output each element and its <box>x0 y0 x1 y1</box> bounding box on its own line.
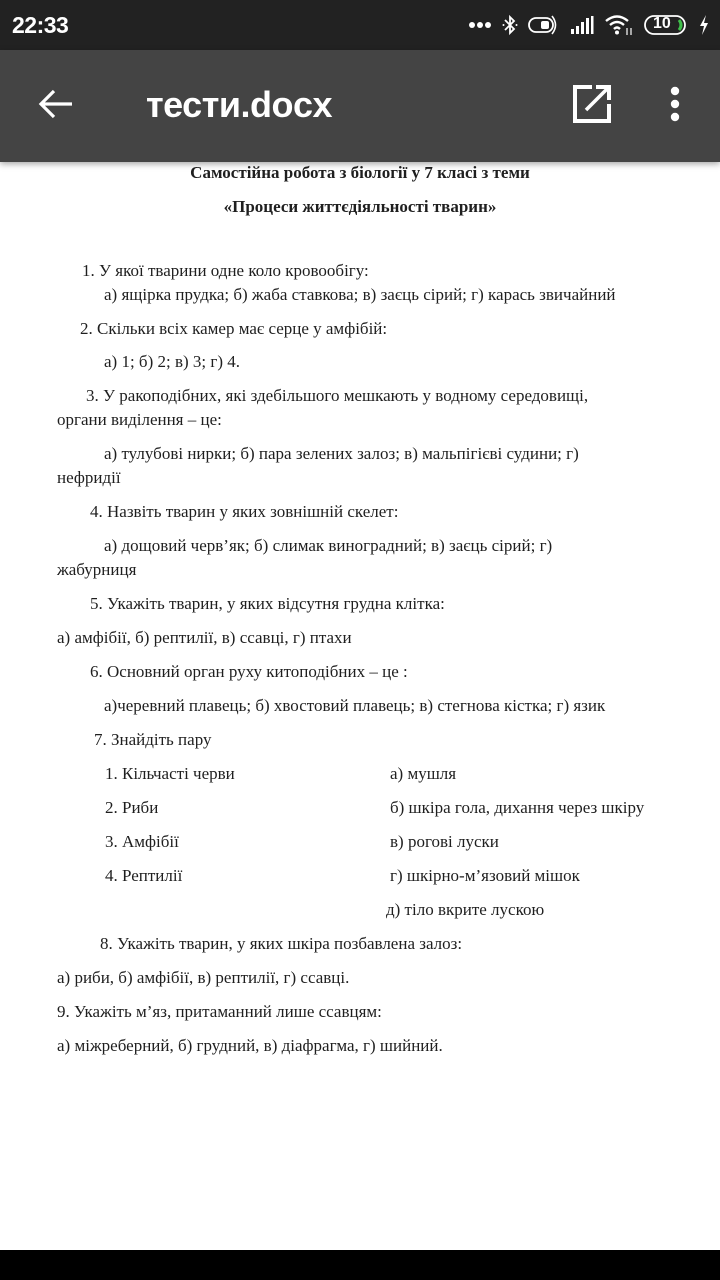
question-3-line-1: 3. У ракоподібних, які здебільшого мешкають у водному середовищі, <box>86 386 589 405</box>
bluetooth-icon <box>502 13 518 37</box>
question-7: 7. Знайдіть пару <box>94 730 212 749</box>
open-in-new-icon <box>572 84 612 129</box>
app-bar <box>0 50 720 162</box>
answers-3-line-2: нефридії <box>57 468 121 487</box>
answers-4-line-1: а) дощовий черв’як; б) слимак виноградний; в) заєць сірий; г) <box>104 536 553 555</box>
question-8: 8. Укажіть тварин, у яких шкіра позбавлена залоз: <box>100 934 463 953</box>
document-page[interactable] <box>0 162 720 1250</box>
answers-2: а) 1; б) 2; в) 3; г) 4. <box>104 352 241 371</box>
match-right-item: д) тіло вкрите лускою <box>386 900 545 919</box>
signal-icon <box>570 15 594 35</box>
answers-5: а) амфібії, б) рептилії, в) ссавці, г) птахи <box>57 628 352 647</box>
answers-9: а) міжреберний, б) грудний, в) діафрагма, г) шийний. <box>57 1036 443 1055</box>
wifi-icon <box>604 14 634 36</box>
more-vert-icon <box>669 86 681 127</box>
more-options-button[interactable] <box>660 84 690 128</box>
answers-3-line-1: а) тулубові нирки; б) пара зелених залоз; в) мальпігієві судини; г) <box>104 444 579 463</box>
match-right-item: в) рогові луски <box>390 832 499 851</box>
question-6: 6. Основний орган руху китоподібних – це : <box>90 662 408 681</box>
toggle-icon <box>528 14 560 36</box>
more-notifications-icon <box>468 21 492 29</box>
open-in-external-app-button[interactable] <box>570 84 614 128</box>
match-left-item: 3. Амфібії <box>105 832 179 851</box>
answers-4-line-2: жабурниця <box>57 560 137 579</box>
back-button[interactable] <box>36 86 76 126</box>
match-left-item: 2. Риби <box>105 798 159 817</box>
status-bar <box>0 0 720 50</box>
doc-heading-1: Самостійна робота з біології у 7 класі з теми <box>190 163 530 182</box>
match-left-item: 1. Кільчасті черви <box>105 764 235 783</box>
answers-1: а) ящірка прудка; б) жаба ставкова; в) заєць сірий; г) карась звичайний <box>104 285 616 304</box>
question-4: 4. Назвіть тварин у яких зовнішній скелет: <box>90 502 399 521</box>
arrow-left-icon <box>38 88 74 125</box>
system-icons <box>468 13 710 37</box>
match-right-item: а) мушля <box>390 764 457 783</box>
question-1: 1. У якої тварини одне коло кровообігу: <box>82 261 369 280</box>
question-2: 2. Скільки всіх камер має серце у амфібій: <box>80 319 388 338</box>
doc-heading-2: «Процеси життєдіяльності тварин» <box>223 197 497 216</box>
question-5: 5. Укажіть тварин, у яких відсутня грудна клітка: <box>90 594 445 613</box>
answers-8: а) риби, б) амфібії, в) рептилії, г) ссавці. <box>57 968 350 987</box>
match-right-item: г) шкірно-м’язовий мішок <box>390 866 580 885</box>
status-time: 22:33 <box>12 11 69 38</box>
battery-icon <box>644 14 688 36</box>
document-title: тести.docx <box>146 84 332 125</box>
match-left-item: 4. Рептилії <box>105 866 183 885</box>
match-right-item: б) шкіра гола, дихання через шкіру <box>390 798 645 817</box>
answers-6: а)черевний плавець; б) хвостовий плавець; в) стегнова кістка; г) язик <box>104 696 606 715</box>
question-3-line-2: органи виділення – це: <box>57 410 222 429</box>
question-9: 9. Укажіть м’яз, притаманний лише ссавцям: <box>57 1002 382 1021</box>
charging-icon <box>698 14 710 36</box>
battery-level: 10 <box>653 15 671 32</box>
navigation-bar <box>0 1250 720 1280</box>
